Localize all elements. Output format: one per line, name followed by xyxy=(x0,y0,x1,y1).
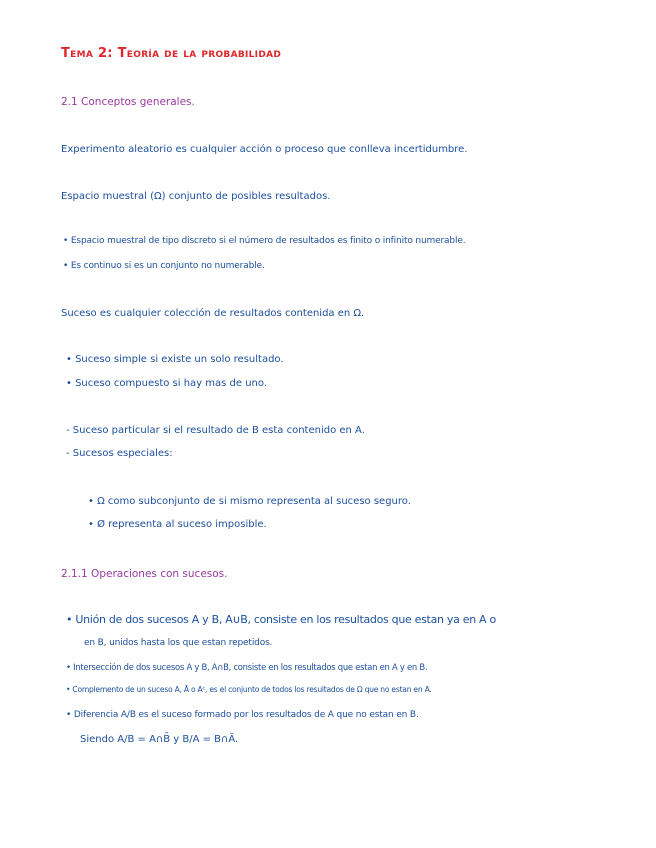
text-line: Experimento aleatorio es cualquier acción o proceso que conlleva incertidumbre. xyxy=(61,144,468,155)
bullet-item: • Espacio muestral de tipo discreto si el número de resultados es finito o infinito numerable. xyxy=(63,236,466,246)
section-heading-concepts: 2.1 Conceptos generales. xyxy=(61,96,195,108)
bullet-item: • Unión de dos sucesos A y B, A∪B, consiste en los resultados que estan ya en A o xyxy=(66,613,496,626)
text-line: Siendo A/B = A∩B̄ y B/A = B∩Ā. xyxy=(80,734,239,745)
bullet-item: • Diferencia A/B es el suceso formado por los resultados de A que no estan en B. xyxy=(66,710,419,720)
text-line: en B, unidos hasta los que estan repetidos. xyxy=(84,638,273,648)
section-heading-operations: 2.1.1 Operaciones con sucesos. xyxy=(61,568,228,580)
sub-bullet-item: • Ø representa al suceso imposible. xyxy=(88,519,267,530)
bullet-item: • Complemento de un suceso A, Ā o Aᶜ, es el conjunto de todos los resultados de Ω que no estan en A. xyxy=(66,685,432,694)
dash-item: - Sucesos especiales: xyxy=(66,448,173,459)
bullet-item: • Es continuo si es un conjunto no numerable. xyxy=(63,261,265,271)
bullet-item: • Suceso compuesto si hay mas de uno. xyxy=(66,378,268,389)
text-line: Suceso es cualquier colección de resultados contenida en Ω. xyxy=(61,308,365,319)
text-line: Espacio muestral (Ω) conjunto de posibles resultados. xyxy=(61,191,331,202)
sub-bullet-item: • Ω como subconjunto de si mismo representa al suceso seguro. xyxy=(88,496,411,507)
page-title: Tema 2: Teoría de la probabilidad xyxy=(61,46,282,61)
bullet-item: • Suceso simple si existe un solo resultado. xyxy=(66,354,284,365)
dash-item: - Suceso particular si el resultado de B esta contenido en A. xyxy=(66,425,365,436)
bullet-item: • Intersección de dos sucesos A y B, A∩B, consiste en los resultados que estan en A y en B. xyxy=(66,662,428,672)
